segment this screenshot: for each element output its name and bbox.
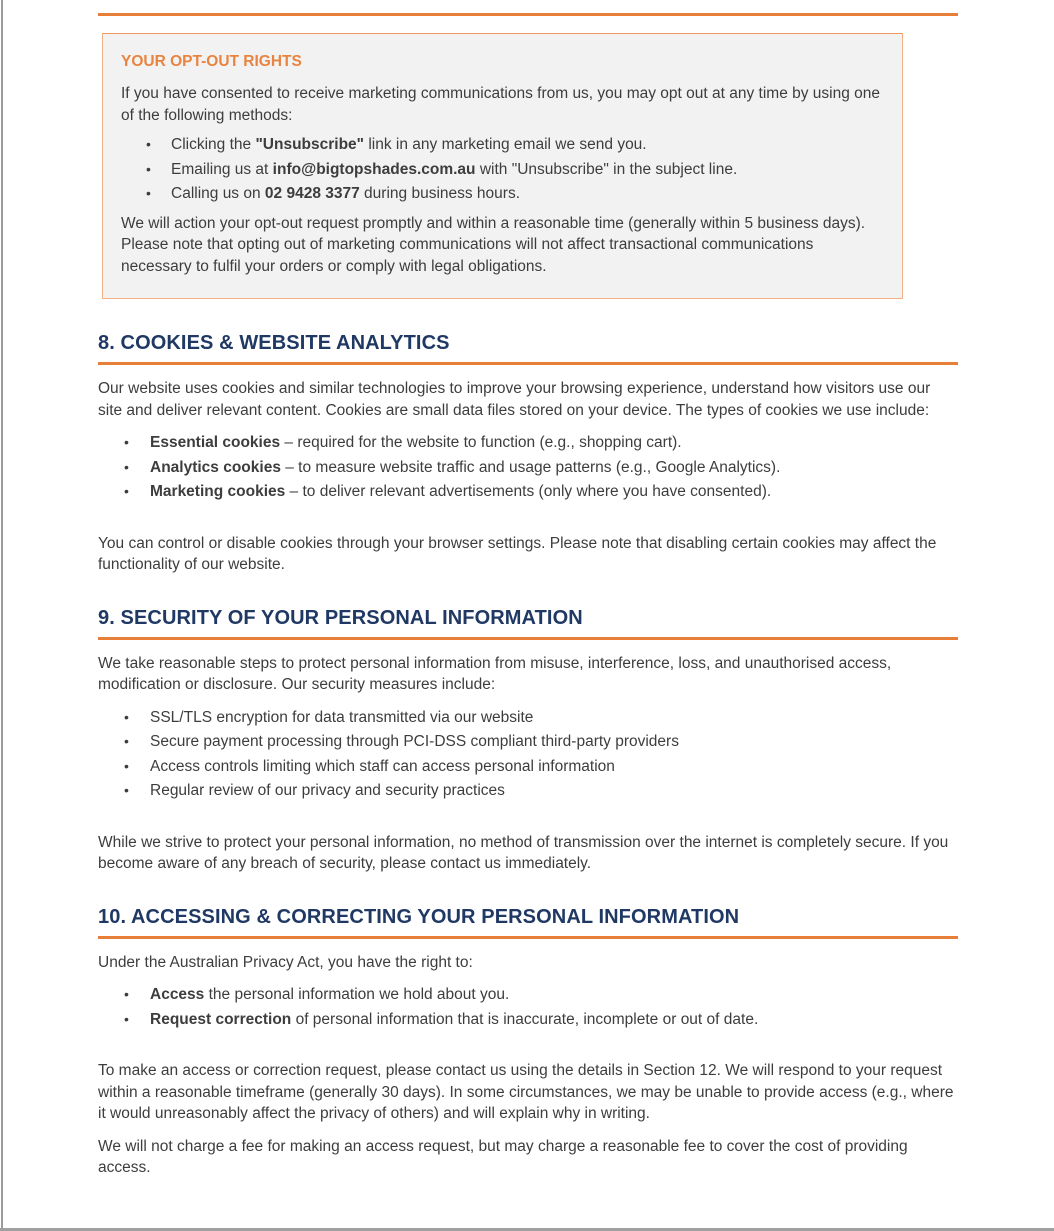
section-intro-paragraph: Our website uses cookies and similar technologies to improve your browsing experience, understand how visitors use our site and deliver relevant content. Cookies are small data files stored on your device. The types of cookies we use include: xyxy=(98,380,931,419)
section-cookies xyxy=(98,331,958,576)
list-item-text: Request correction of personal information that is inaccurate, incomplete or out of date. xyxy=(150,1010,759,1028)
section-outro-paragraph: While we strive to protect your personal information, no method of transmission over the internet is completely secure. If you become aware of any breach of security, please contact us immediately. xyxy=(98,833,949,872)
list-item xyxy=(121,134,882,156)
list-item-text: Secure payment processing through PCI-DSS compliant third-party providers xyxy=(150,733,679,750)
bullet-icon: • xyxy=(124,782,129,798)
section-outro-paragraph: To make an access or correction request, please contact us using the details in Section 12. We will respond to your request within a reasonable timeframe (generally 30 days). In some circumstances, we may be unable to provide access (e.g., where it would unreasonably affect the privacy of others) and will explain why in writing. xyxy=(98,1062,954,1122)
email-address: info@bigtopshades.com.au xyxy=(272,160,476,178)
list-item-text: Calling us on 02 9428 3377 during business hours. xyxy=(171,185,521,202)
section-heading: 9. SECURITY OF YOUR PERSONAL INFORMATION xyxy=(98,606,958,640)
bullet-icon: • xyxy=(124,733,129,749)
bullet-icon: • xyxy=(146,136,151,152)
section-heading: 10. ACCESSING & CORRECTING YOUR PERSONAL INFORMATION xyxy=(98,905,958,939)
bullet-icon: • xyxy=(124,708,129,725)
list-item xyxy=(98,984,958,1006)
list-item-text: Access the personal information we hold about you. xyxy=(150,986,510,1003)
list-item xyxy=(98,1009,958,1031)
document-content xyxy=(98,0,958,1190)
section-intro-paragraph: Under the Australian Privacy Act, you have the right to: xyxy=(98,953,473,971)
list-item-text: Marketing cookies – to deliver relevant advertisements (only where you have consented). xyxy=(150,483,772,500)
opt-out-outro-paragraph: We will action your opt-out request promptly and within a reasonable time (generally within 5 business days). Please note that opting out of marketing communications will not affect transactional communications necessary to fulfil your orders or comply with legal obligations. xyxy=(121,214,866,275)
access-rights-list xyxy=(98,984,958,1030)
security-measures-list xyxy=(98,707,958,802)
phone-number: 02 9428 3377 xyxy=(264,185,360,202)
list-item xyxy=(121,183,882,205)
list-item xyxy=(98,457,958,479)
bullet-icon: • xyxy=(146,185,151,201)
bullet-icon: • xyxy=(124,1010,129,1027)
section-outro-paragraph: You can control or disable cookies through your browser settings. Please note that disabling certain cookies may affect the functionality of our website. xyxy=(98,534,937,573)
cookies-types-list xyxy=(98,432,958,503)
page-left-border xyxy=(1,0,3,1231)
list-item xyxy=(98,707,958,729)
bullet-icon: • xyxy=(124,483,129,499)
list-item-text: Regular review of our privacy and security practices xyxy=(150,782,505,799)
opt-out-intro-paragraph: If you have consented to receive marketing communications from us, you may opt out at any time by using one of the following methods: xyxy=(121,85,881,124)
bullet-icon: • xyxy=(146,160,151,177)
list-item xyxy=(98,731,958,753)
bullet-icon: • xyxy=(124,757,129,774)
list-item-text: Emailing us at info@bigtopshades.com.au with "Unsubscribe" in the subject line. xyxy=(171,160,738,178)
list-item-text: SSL/TLS encryption for data transmitted via our website xyxy=(150,708,534,726)
list-item-text: Analytics cookies – to measure website traffic and usage patterns (e.g., Google Analytics). xyxy=(150,458,781,476)
bullet-icon: • xyxy=(124,434,129,450)
section-access-correction xyxy=(98,905,958,1179)
section-intro-paragraph: We take reasonable steps to protect personal information from misuse, interference, loss, and unauthorised access, modification or disclosure. Our security measures include: xyxy=(98,654,892,693)
section-outro-paragraph-2: We will not charge a fee for making an access request, but may charge a reasonable fee to cover the cost of providing access. xyxy=(98,1137,908,1176)
opt-out-rights-box xyxy=(102,33,903,299)
list-item-text: Access controls limiting which staff can access personal information xyxy=(150,757,615,775)
list-item xyxy=(98,432,958,454)
list-item xyxy=(98,756,958,778)
list-item xyxy=(121,159,882,181)
top-divider-rule xyxy=(98,13,958,16)
opt-out-methods-list xyxy=(121,134,882,205)
section-security xyxy=(98,606,958,875)
opt-out-box-title: YOUR OPT-OUT RIGHTS xyxy=(121,53,302,70)
section-heading: 8. COOKIES & WEBSITE ANALYTICS xyxy=(98,331,958,365)
bullet-icon: • xyxy=(124,458,129,475)
list-item-text: Essential cookies – required for the website to function (e.g., shopping cart). xyxy=(150,434,682,451)
bullet-icon: • xyxy=(124,986,129,1002)
list-item xyxy=(98,780,958,802)
list-item xyxy=(98,481,958,503)
list-item-text: Clicking the "Unsubscribe" link in any marketing email we send you. xyxy=(171,136,647,153)
